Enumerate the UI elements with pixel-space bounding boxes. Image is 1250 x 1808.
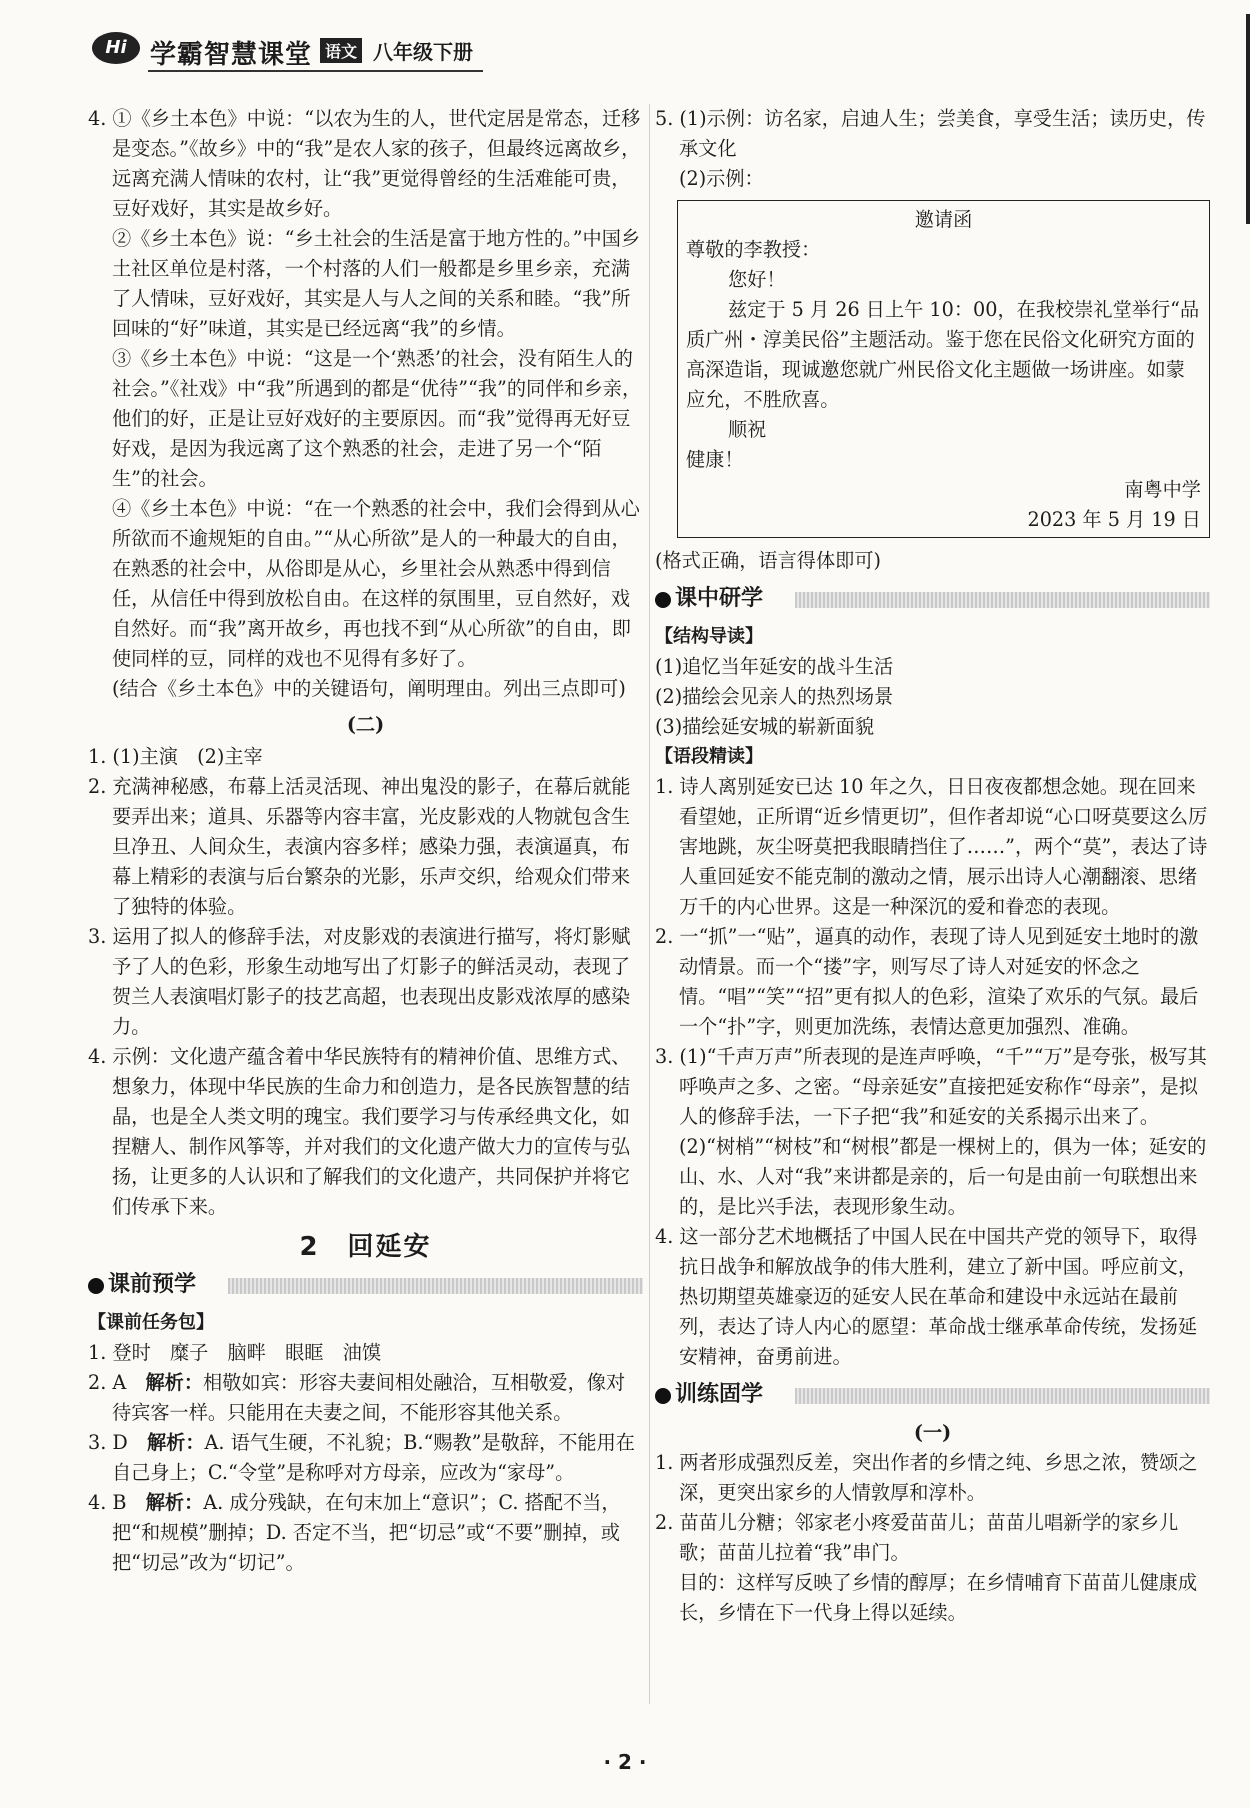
part2-answer: 1. (1)主演 (2)主宰 [88,745,263,768]
analysis-text: A. 成分残缺，在句末加上“意识”；C. 搭配不当，把“和规模”删掉；D. 否定不当，把“切忌”或“不要”删掉，或把“切忌”改为“切记”。 [112,1491,621,1574]
section-label: 课前预学 [108,1272,197,1297]
section-bar [228,1278,643,1294]
task-pack-heading: 【课前任务包】 [88,1312,214,1333]
preview-answer-4 [88,1488,643,1578]
letter-signer: 南粤中学 [1124,478,1201,501]
train-answer: 1. 两者形成强烈反差，突出作者的乡情之纯、乡思之浓，赞颂之深，更突出家乡的人情敦厚和淳朴。 [655,1451,1198,1504]
letter-wish: 健康！ [686,448,744,471]
part2-answer: 2. 充满神秘感，布幕上活灵活现、神出鬼没的影子，在幕后就能要弄出来；道具、乐器等内容丰富，光皮影戏的人物就包含生旦净丑、人间众生，表演内容多样；感染力强，表演逼真，布幕上精彩的表演与后台繁杂的光影，乐声交织，给观众们带来了独特的体验。 [88,775,631,918]
section-study [655,584,1210,618]
part2-answer: 4. 示例：文化遗产蕴含着中华民族特有的精神价值、思维方式、想象力，体现中华民族的生命力和创造力，是各民族智慧的结晶，也是全人类文明的瑰宝。我们要学习与传承经典文化，如捏糖人、制作风筝等，并对我们的文化遗产做大力的宣传与弘扬，让更多的人认识和了解我们的文化遗产，共同保护并将它们传承下来。 [88,1045,631,1218]
bullet-icon [88,1278,104,1294]
answer-choice: 3. D [88,1431,147,1454]
page-number: · 2 · [603,1750,647,1774]
preview-answer-3 [88,1428,643,1488]
right-column [655,104,1210,1628]
page-header [88,20,483,76]
train-answer: 2. 苗苗儿分糖；邻家老小疼爱苗苗儿；苗苗儿唱新学的家乡儿歌；苗苗儿拉着“我”串门。 [655,1511,1179,1564]
section-label: 课中研学 [675,586,764,611]
chapter-title: 2 回延安 [299,1232,432,1262]
reading-heading: 【语段精读】 [655,746,763,767]
reading-answer: 3. (1)“千声万声”所表现的是连声呼唤，“千”“万”是夸张，极写其呼唤声之多、之密。“母亲延安”直接把延安称作“母亲”，是拟人的修辞手法，一下子把“我”和延安的关系揭示出来了。 [655,1045,1207,1128]
answer-4-point-3: ③《乡土本色》中说：“这是一个‘熟悉’的社会，没有陌生人的社会。”《社戏》中“我”所遇到的都是“优待”“我”的同伴和乡亲，他们的好，正是让豆好戏好的主要原因。而“我”觉得再无好豆好戏，是因为我远离了这个熟悉的社会，走进了另一个“陌生”的社会。 [112,347,642,490]
reading-answer: 1. 诗人离别延安已达 10 年之久，日日夜夜都想念她。现在回来看望她，正所谓“近乡情更切”，但作者却说“心口呀莫要这么厉害地跳，灰尘呀莫把我眼睛挡住了……”，两个“莫”，表达了诗人重回延安不能克制的激动之情，展示出诗人心潮翻滚、思绪万千的内心世界。这是一种深沉的爱和眷恋的表现。 [655,775,1208,918]
answer-choice: 4. B [88,1491,146,1514]
part2-answer: 3. 运用了拟人的修辞手法，对皮影戏的表演进行描写，将灯影赋予了人的色彩，形象生动地写出了灯影子的鲜活灵动，表现了贺兰人表演唱灯影子的技艺高超，也表现出皮影戏浓厚的感染力。 [88,925,631,1038]
preview-answer-2 [88,1368,643,1428]
analysis-tag: 解析： [146,1431,205,1454]
reading-answer: 4. 这一部分艺术地概括了中国人民在中国共产党的领导下，取得抗日战争和解放战争的伟大胜利，建立了新中国。呼应前文，热切期望英雄豪迈的延安人民在革命和建设中永远站在最前列，表达了诗人内心的愿望：革命战士继承革命传统，发扬延安精神，奋勇前进。 [655,1225,1198,1368]
answer-4-point-1: 4. ①《乡土本色》中说：“以农为生的人，世代定居是常态，迁移是变态。”《故乡》中的“我”是农人家的孩子，但最终远离故乡，远离充满人情味的农村，让“我”更觉得曾经的生活难能可贵，豆好戏好，其实是故乡好。 [88,107,641,220]
structure-heading: 【结构导读】 [655,626,763,647]
letter-date: 2023 年 5 月 19 日 [1027,508,1201,531]
section-bar [795,1388,1210,1404]
letter-body: 兹定于 5 月 26 日上午 10：00，在我校崇礼堂举行“品质广州・淳美民俗”主题活动。鉴于您在民俗文化研究方面的高深造诣，现诚邀您就广州民俗文化主题做一场讲座。如蒙应允，不胜欣喜。 [686,298,1200,411]
structure-item: (1)追忆当年延安的战斗生活 [655,655,894,678]
bullet-icon [655,592,671,608]
invitation-letter [677,200,1210,538]
letter-greeting: 您好！ [728,268,786,291]
edge-bar [1246,14,1250,224]
letter-title: 邀请函 [914,208,973,231]
analysis-text: A. 语气生硬，不礼貌；B.“赐教”是敬辞，不能用在自己身上；C.“令堂”是称呼对方母亲，应改为“家母”。 [112,1431,635,1484]
letter-closing: 顺祝 [728,418,767,441]
answer-4-point-2: ②《乡土本色》说：“乡土社会的生活是富于地方性的。”中国乡土社区单位是村落，一个村落的人们一般都是乡里乡亲，充满了人情味，豆好戏好，其实是人与人之间的关系和睦。“我”所回味的“好”味道，其实是已经远离“我”的乡情。 [112,227,641,340]
section-bar [795,592,1210,608]
structure-item: (3)描绘延安城的崭新面貌 [655,715,875,738]
analysis-text: 相敬如宾：形容夫妻间相处融洽，互相敬爱，像对待宾客一样。只能用在夫妻之间，不能形容其他关系。 [112,1371,626,1424]
reading-answer: (2)“树梢”“树枝”和“树根”都是一棵树上的，俱为一体；延安的山、水、人对“我”来讲都是亲的，后一句是由前一句联想出来的，是比兴手法，表现形象生动。 [679,1135,1207,1218]
header-rule [148,70,483,72]
grade-label: 八年级下册 [373,40,473,64]
answer-choice: 2. A [88,1371,146,1394]
analysis-tag: 解析： [145,1491,204,1514]
answer-5-note: (格式正确，语言得体即可) [655,549,882,572]
answer-4-note: (结合《乡土本色》中的关键语句，阐明理由。列出三点即可) [112,677,626,700]
section-train [655,1380,1210,1414]
left-column [88,104,643,1578]
section-preview [88,1270,643,1304]
subject-tag: 语文 [320,38,362,63]
train-answer: 目的：这样写反映了乡情的醇厚；在乡情哺育下苗苗儿健康成长，乡情在下一代身上得以延续。 [679,1571,1198,1624]
part-2-title: (二) [346,713,385,736]
structure-item: (2)描绘会见亲人的热烈场景 [655,685,894,708]
preview-answer-1: 1. 登时 糜子 脑畔 眼眶 油馍 [88,1341,382,1364]
section-label: 训练固学 [675,1382,764,1407]
part-1-title: (一) [913,1421,952,1444]
brand-logo: Hi [92,32,140,64]
answer-5-part-1: 5. (1)示例：访名家，启迪人生；尝美食，享受生活；读历史，传承文化 [655,107,1206,160]
letter-salutation: 尊敬的李教授： [686,238,821,261]
column-divider [649,104,650,1704]
answer-5-part-2: (2)示例： [679,167,764,190]
brand-name: 学霸智慧课堂 [150,40,313,70]
answer-4-point-4: ④《乡土本色》中说：“在一个熟悉的社会中，我们会得到从心所欲而不逾规矩的自由。”“从心所欲”是人的一种最大的自由，在熟悉的社会中，从俗即是从心，乡里社会从熟悉中得到信任，从信任中得到放松自由。在这样的氛围里，豆自然好，戏自然好。而“我”离开故乡，再也找不到“从心所欲”的自由，即使同样的豆，同样的戏也不见得有多好了。 [112,497,640,670]
reading-answer: 2. 一“抓”一“贴”，逼真的动作，表现了诗人见到延安土地时的激动情景。而一个“搂”字，则写尽了诗人对延安的怀念之情。“唱”“笑”“招”更有拟人的色彩，渲染了欢乐的气氛。最后一个“扑”字，则更加洗练，表情达意更加强烈、准确。 [655,925,1199,1038]
bullet-icon [655,1388,671,1404]
analysis-tag: 解析： [145,1371,204,1394]
